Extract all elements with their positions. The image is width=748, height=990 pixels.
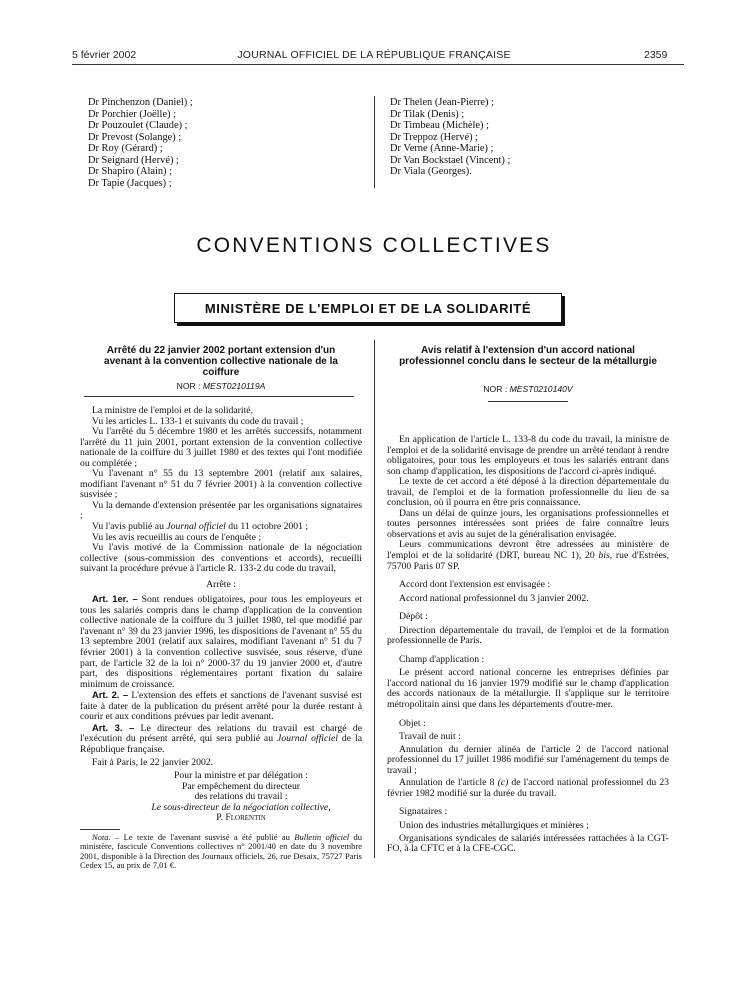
list-item: Dr Pinchenzon (Daniel) ; <box>88 97 193 108</box>
article-2 <box>80 690 362 723</box>
title-line: avenant à la convention collective nationale de la <box>104 356 338 367</box>
paragraph <box>387 540 669 572</box>
paragraph: Organisations syndicales de salariés intéressées rattachées à la CGT-FO, à la CFTC et à la CFE-CGC. <box>387 832 669 855</box>
paragraph: Vu la demande d'extension présentée par les organisations signataires ; <box>80 499 362 522</box>
paragraph: Vu l'arrêté du 5 décembre 1980 et les arrêtés successifs, notamment l'arrêté du 11 juin 2001, portant extension de la convention collective nationale de la coiffure du 3 juillet 1980 et des textes qui l'ont modifiée ou complétée ; <box>80 426 362 469</box>
section-title: CONVENTIONS COLLECTIVES <box>196 234 552 257</box>
paragraph: Accord national professionnel du 3 janvier 2002. <box>399 592 589 604</box>
title-separator <box>488 401 568 402</box>
article-text: de la République française. <box>80 733 362 755</box>
doctors-list-right <box>390 97 510 178</box>
text: Leurs communications devront être adressées au ministère de l'emploi et de la solidarité (DRT, bureau NC 1), 20 <box>387 539 669 562</box>
article-1 <box>80 594 362 690</box>
right-article <box>387 345 669 855</box>
paragraph: Vu les articles L. 133-1 et suivants du code du travail ; <box>92 415 304 427</box>
doctors-list-left <box>88 97 193 189</box>
ministry-box <box>174 293 562 323</box>
right-article-body <box>387 435 669 855</box>
text: bis, <box>598 550 613 562</box>
signature-block <box>80 771 362 824</box>
section-heading: Objet : <box>399 717 426 729</box>
paragraph: Le texte de cet accord a été déposé à la direction départementale du travail, de l'emploi et de la formation professionnelle du lieu de sa conclusion, où il pourra en être pris connaissance. <box>387 476 669 509</box>
article-label: Art. 1er. – <box>92 593 138 605</box>
signature-name: P. Florentin <box>216 812 266 824</box>
paragraph: Vu l'avis motivé de la Commission nationale de la négociation collective (sous-commission des conventions et accords), recueilli suivant la procédure prévue à l'article R. 133-2 du code du travail, <box>80 542 362 575</box>
ministry-title: MINISTÈRE DE L'EMPLOI ET DE LA SOLIDARITÉ <box>204 300 532 316</box>
note <box>80 833 362 871</box>
nor-code: MEST0210119A <box>202 381 266 391</box>
signature-line: Pour la ministre et par délégation : <box>174 770 308 782</box>
article-label: Art. 2. – <box>92 689 129 701</box>
list-item: Dr Shapiro (Alain) ; <box>88 166 172 178</box>
list-item: Dr Treppoz (Hervé) ; <box>390 131 479 143</box>
list-item: Dr Verne (Anne-Marie) ; <box>390 143 494 155</box>
paragraph: Dans un délai de quinze jours, les organisations professionnelles et toutes personnes intéressées sont priées de faire connaître leurs observations et avis au sujet de la généralisation envisagée. <box>387 507 669 540</box>
article-3 <box>80 723 362 756</box>
section-heading: Accord dont l'extension est envisagée : <box>399 579 551 591</box>
text: Vu l'avis publié au <box>92 521 167 533</box>
header-journal-title: JOURNAL OFFICIEL DE LA RÉPUBLIQUE FRANÇAISE <box>237 49 511 61</box>
list-item: Dr Seignard (Hervé) ; <box>88 154 179 166</box>
note-text: Le texte de l'avenant susvisé a été publié au <box>119 831 295 842</box>
left-article-body <box>80 406 362 824</box>
paragraph: Union des industries métallurgiques et minières ; <box>399 819 589 831</box>
article-text: Sont rendues obligatoires, pour tous les employeurs et tous les salariés compris dans le champ d'application de la convention collective nationale de la coiffure du 3 juillet 1980, tel que modifié par l'avenant n° 39 du 23 janvier 1996, les dispositions de l'avenant n° 55 du 13 septembre 2001 (relatif aux salaires, modifiant l'avenant n° 51 du 7 février 2001) à la convention collective susvisée, sous réserve, d'une part, de l'article 32 de la loi n° 2000-37 du 19 janvier 2000 et, d'autre part, des dispositions réglementaires portant fixation du salaire minimum de croissance. <box>80 594 362 690</box>
text: Annulation de l'article 8 <box>399 777 498 789</box>
column-divider-top <box>374 96 375 188</box>
signature-line: Le sous-directeur de la négociation collective, <box>151 801 331 813</box>
title-separator <box>84 396 354 397</box>
journal-name: Journal officiel <box>277 733 338 745</box>
paragraph: Travail de nuit : <box>399 731 461 743</box>
note-label: Nota. – <box>92 831 120 842</box>
list-item: Dr Tapie (Jacques) ; <box>88 177 172 189</box>
list-item: Dr Tilak (Denis) ; <box>390 108 465 120</box>
right-article-title <box>387 345 669 367</box>
journal-name: Journal officiel <box>166 521 226 533</box>
list-item: Dr Porchier (Joëlle) ; <box>88 108 177 120</box>
paragraph <box>80 522 362 533</box>
title-line: coiffure <box>202 367 240 378</box>
list-item: Dr Van Bockstael (Vincent) ; <box>390 154 511 166</box>
list-item: Dr Pouzoulet (Claude) ; <box>88 120 188 132</box>
title-line: Avis relatif à l'extension d'un accord national <box>421 345 635 356</box>
paragraph: Le présent accord national concerne les entreprises définies par l'accord national du 16 janvier 1979 modifié sur le champ d'application des accords nationaux de la métallurgie. Il s'applique sur le territoire métropolitain ainsi que dans les départements d'outre-mer. <box>387 667 669 711</box>
section-heading: Dépôt : <box>399 611 428 623</box>
left-article-title <box>80 345 362 378</box>
list-item: Dr Viala (Georges). <box>390 166 472 178</box>
nor-label: NOR : <box>483 384 508 394</box>
paragraph: Direction départementale du travail, de l'emploi et de la formation professionnelle de Paris. <box>387 624 669 647</box>
paragraph: Vu l'avenant n° 55 du 13 septembre 2001 (relatif aux salaires, modifiant l'avenant n° 51 du 7 février 2001) à la convention collective susvisée ; <box>80 468 362 501</box>
paragraph: Vu les avis recueillis au cours de l'enquête ; <box>92 531 262 543</box>
title-line: Arrêté du 22 janvier 2002 portant extension d'un <box>106 345 336 356</box>
note-text: du ministère, fascicule Conventions collectives n° 2001/40 en date du 3 novembre 2001, disponible à la Direction des Journaux officiels, 26, rue Desaix, 75727 Paris Cedex 15, au prix de 7,01 €. <box>80 831 363 870</box>
list-item: Dr Thelen (Jean-Pierre) ; <box>390 97 494 108</box>
article-text: Le directeur des relations du travail est chargé de l'exécution du présent arrêté, qui sera publié au <box>80 722 363 745</box>
paragraph: La ministre de l'emploi et de la solidarité, <box>92 405 254 416</box>
arrete-heading: Arrête : <box>206 578 236 590</box>
left-article <box>80 345 362 870</box>
left-nor-reference <box>80 381 362 391</box>
header-rule <box>72 64 684 65</box>
signature-line: Par empêchement du directeur <box>181 780 301 792</box>
paragraph: En application de l'article L. 133-8 du code du travail, la ministre de l'emploi et de la solidarité envisage de prendre un arrêté tendant à rendre obligatoires, pour tous les employeurs et tous les salariés entrant dans son champ d'application, les dispositions de l'accord ci-après indiqué. <box>387 434 669 477</box>
bulletin-name: Bulletin officiel <box>294 831 350 842</box>
nor-code: MEST0210140V <box>509 384 573 394</box>
paragraph: Annulation du dernier alinéa de l'article 2 de l'accord national professionnel du 17 juillet 1986 modifié sur l'aménagement du temps de travail ; <box>387 743 669 776</box>
text: du 11 octobre 2001 ; <box>225 521 309 533</box>
text: rue d'Estrées, 75700 Paris 07 SP. <box>387 550 670 572</box>
list-item: Dr Timbeau (Michèle) ; <box>390 120 489 132</box>
signature-line: des relations du travail : <box>194 791 288 803</box>
section-heading: Champ d'application : <box>399 653 485 665</box>
title-line: professionnel conclu dans le secteur de la métallurgie <box>399 356 657 367</box>
list-item: Dr Prevost (Solange) ; <box>88 131 182 143</box>
article-text: L'extension des effets et sanctions de l'avenant susvisé est faite à dater de la publication du présent arrêté pour la durée restant à courir et aux conditions prévues par ledit avenant. <box>80 690 362 723</box>
article-label: Art. 3. – <box>92 721 135 733</box>
text: (c) <box>497 777 509 789</box>
text: de l'accord national professionnel du 23 février 1982 modifié sur la durée du travail. <box>387 777 670 799</box>
right-nor-reference <box>387 384 669 394</box>
header-date: 5 février 2002 <box>72 49 137 61</box>
column-divider <box>374 340 375 858</box>
list-item: Dr Roy (Gérard) ; <box>88 143 163 155</box>
header-page-number: 2359 <box>644 49 668 61</box>
nor-label: NOR : <box>176 381 201 391</box>
done-at: Fait à Paris, le 22 janvier 2002. <box>92 756 214 768</box>
section-heading: Signataires : <box>399 806 448 818</box>
paragraph <box>387 778 669 799</box>
note-separator <box>80 829 120 830</box>
